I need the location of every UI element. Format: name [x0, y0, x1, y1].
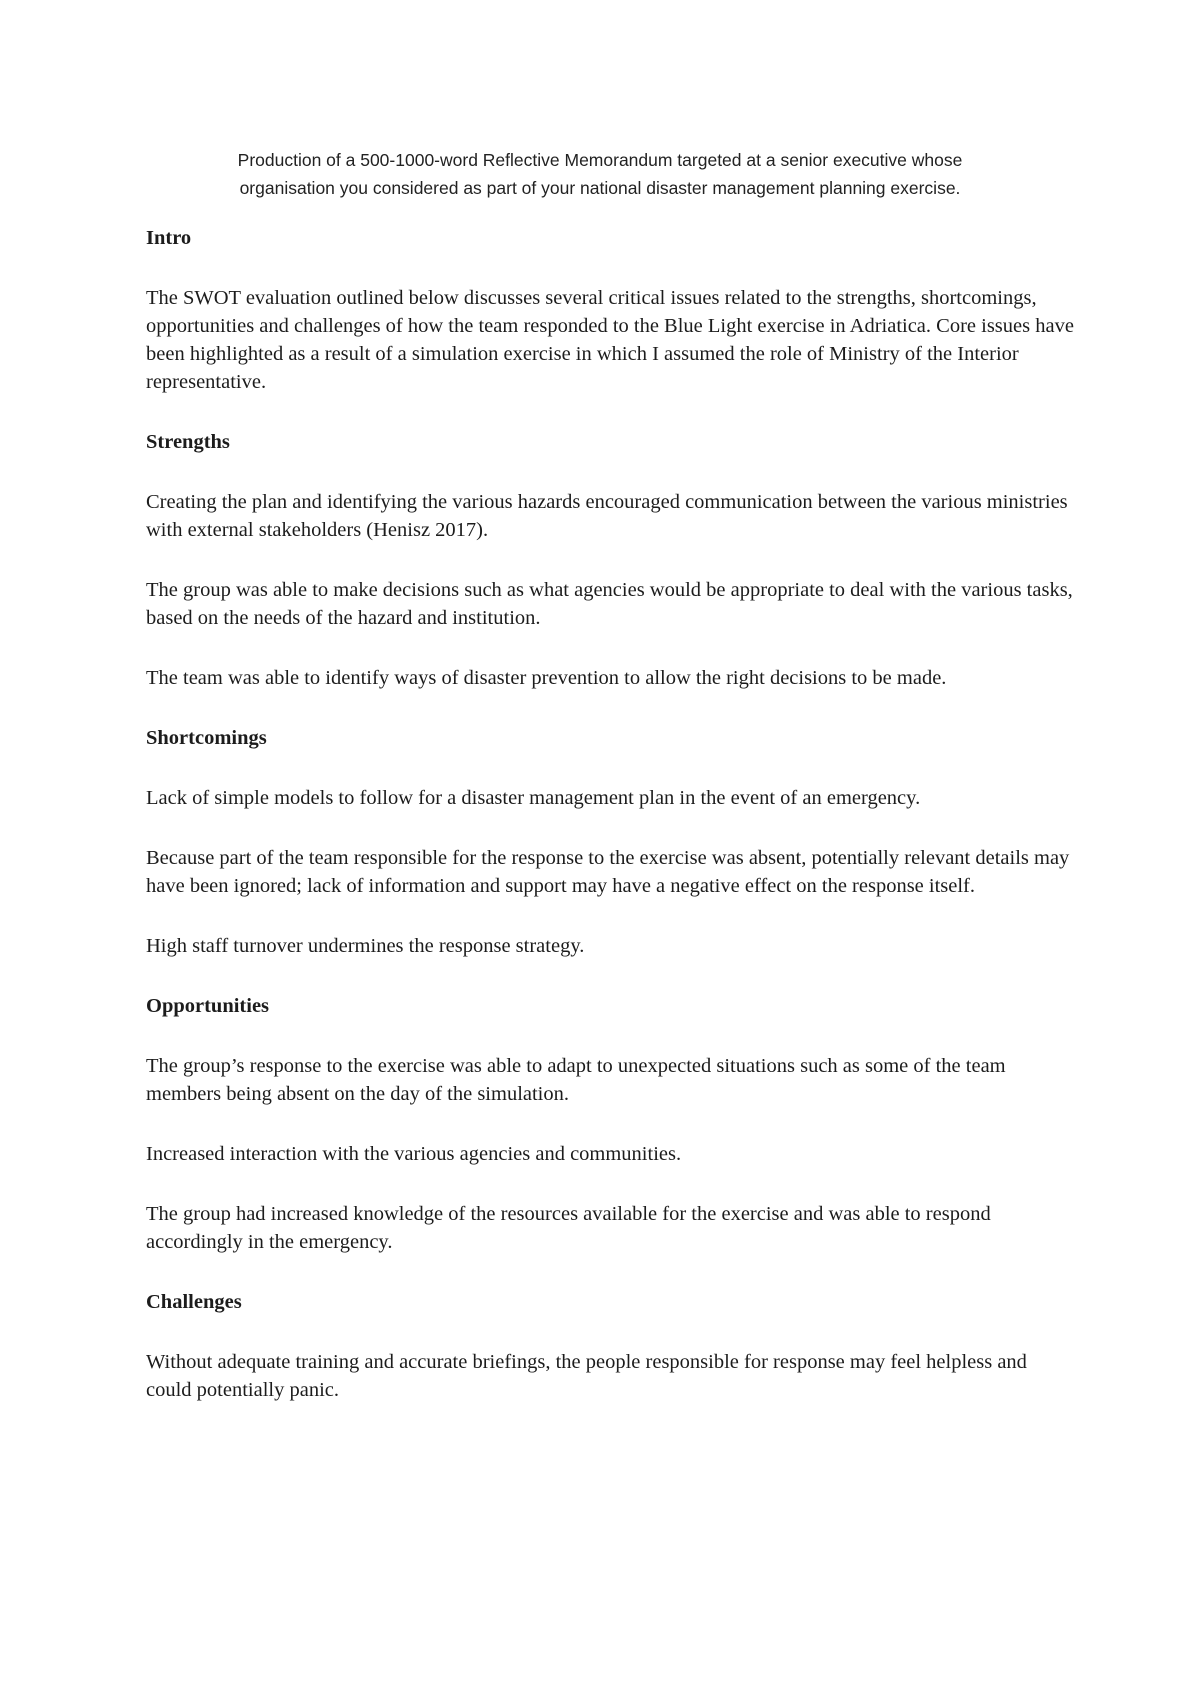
document-title [150, 146, 1050, 202]
document-title-line-1: Production of a 500-1000-word Reflective Memorandum targeted at a senior executive whose [237, 150, 963, 170]
paragraph: Because part of the team responsible for the response to the exercise was absent, potentially relevant details may have been ignored; lack of information and support may have a negative effect on the response itself. [146, 847, 1070, 897]
section-challenges [146, 1288, 1076, 1404]
paragraph: The group was able to make decisions such as what agencies would be appropriate to deal with the various tasks, based on the needs of the hazard and institution. [146, 579, 1073, 629]
paragraph: Creating the plan and identifying the various hazards encouraged communication between the various ministries with external stakeholders (Henisz 2017). [146, 491, 1068, 541]
paragraph: The SWOT evaluation outlined below discusses several critical issues related to the strengths, shortcomings, opportunities and challenges of how the team responded to the Blue Light exercise in Adriatica. Core issues have been highlighted as a result of a simulation exercise in which I assumed the role of Ministry of the Interior representative. [146, 287, 1074, 393]
section-heading: Strengths [146, 431, 230, 453]
paragraph: Without adequate training and accurate briefings, the people responsible for response may feel helpless and could potentially panic. [146, 1351, 1027, 1401]
section-intro [146, 224, 1076, 396]
paragraph: Increased interaction with the various agencies and communities. [146, 1143, 682, 1165]
paragraph: High staff turnover undermines the response strategy. [146, 935, 585, 957]
section-opportunities [146, 992, 1076, 1256]
document-body [146, 224, 1076, 1436]
section-heading: Challenges [146, 1291, 242, 1313]
section-heading: Opportunities [146, 995, 270, 1017]
section-strengths [146, 428, 1076, 692]
paragraph: The team was able to identify ways of disaster prevention to allow the right decisions to be made. [146, 667, 947, 689]
paragraph: The group had increased knowledge of the resources available for the exercise and was able to respond accordingly in the emergency. [146, 1203, 991, 1253]
paragraph: Lack of simple models to follow for a disaster management plan in the event of an emergency. [146, 787, 921, 809]
section-shortcomings [146, 724, 1076, 960]
section-heading: Shortcomings [146, 727, 267, 749]
section-heading: Intro [146, 227, 192, 249]
document-title-line-2: organisation you considered as part of your national disaster management planning exercise. [239, 178, 961, 198]
paragraph: The group’s response to the exercise was able to adapt to unexpected situations such as some of the team members being absent on the day of the simulation. [146, 1055, 1006, 1105]
